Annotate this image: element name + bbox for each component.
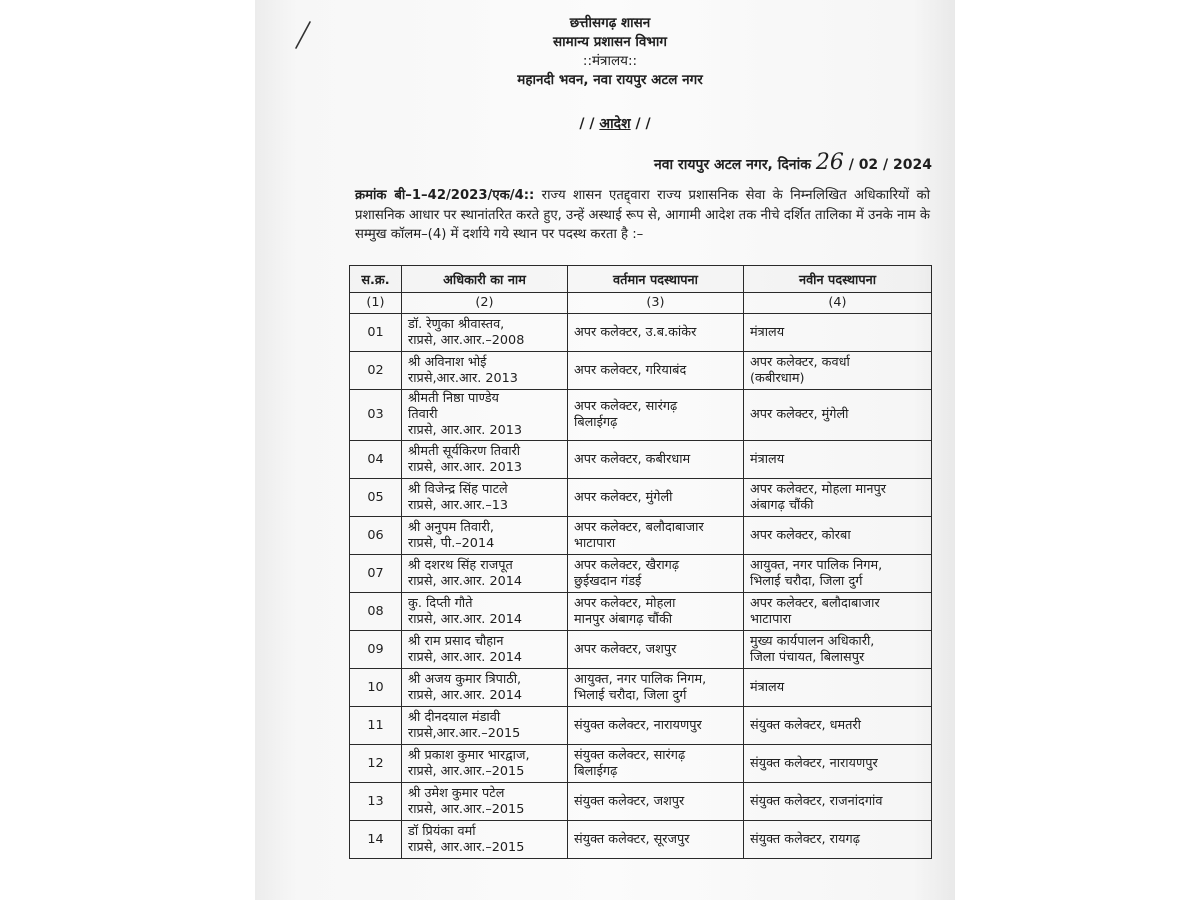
current-posting-cell-line: भिलाई चरौदा, जिला दुर्ग [574,687,687,703]
current-posting-cell [568,745,744,783]
col-number: (1) [350,293,402,314]
officer-name-cell-line: डॉ प्रियंका वर्मा [408,823,476,839]
date-line [654,150,932,175]
officer-name-cell [402,555,568,593]
current-posting-cell-line: संयुक्त कलेक्टर, जशपुर [574,793,685,809]
row-serial: 12 [350,745,402,783]
header-address: महानदी भवन, नवा रायपुर अटल नगर [517,72,703,88]
new-posting-cell [744,441,932,479]
row-serial: 10 [350,669,402,707]
new-posting-cell-line: संयुक्त कलेक्टर, राजनांदगांव [750,793,883,809]
order-text: राज्य शासन एतद्द्वारा राज्य प्रशासनिक सेवा के निम्नलिखित अधिकारियों को प्रशासनिक आधार पर स्थानांतरित करते हुए, उन्हें अस्थाई रूप से, आगामी आदेश तक नीचे दर्शित तालिका में उनके नाम के सम्मुख कॉलम–(4) में दर्शाये गये स्थान पर पदस्थ करता है :– [355,188,930,242]
order-body [355,186,930,245]
date-month-year: / 02 / 2024 [848,157,932,173]
new-posting-cell [744,631,932,669]
officer-name-cell [402,669,568,707]
table-row [350,593,932,631]
new-posting-cell [744,314,932,352]
new-posting-cell-line: भिलाई चरौदा, जिला दुर्ग [750,573,863,589]
new-posting-cell-line: आयुक्त, नगर पालिक निगम, [750,557,883,573]
officer-name-cell [402,707,568,745]
current-posting-cell-line: संयुक्त कलेक्टर, नारायणपुर [574,717,702,733]
officer-name-cell-line: कु. दिप्ती गौते [408,595,473,611]
row-serial: 09 [350,631,402,669]
officer-name-cell-line: राप्रसे, आर.आर. 2014 [408,649,523,665]
officer-name-cell [402,441,568,479]
new-posting-cell [744,390,932,441]
new-posting-cell-line: जिला पंचायत, बिलासपुर [750,649,865,665]
header-officer-name: अधिकारी का नाम [402,266,568,293]
current-posting-cell-line: अपर कलेक्टर, उ.ब.कांकेर [574,324,697,340]
row-serial: 01 [350,314,402,352]
officer-name-cell-line: राप्रसे, आर.आर.–2015 [408,763,525,779]
officer-name-cell-line: राप्रसे,आर.आर.–2015 [408,725,521,741]
current-posting-cell [568,707,744,745]
row-serial: 14 [350,821,402,859]
new-posting-cell [744,479,932,517]
table-row [350,783,932,821]
row-serial: 06 [350,517,402,555]
col-number: (2) [402,293,568,314]
current-posting-cell [568,314,744,352]
officer-name-cell-line: डॉ. रेणुका श्रीवास्तव, [408,316,505,332]
table-row [350,517,932,555]
new-posting-cell-line: संयुक्त कलेक्टर, नारायणपुर [750,755,878,771]
current-posting-cell-line: अपर कलेक्टर, खैरागढ़ [574,557,680,573]
date-prefix: नवा रायपुर अटल नगर, दिनांक [653,157,811,173]
current-posting-cell [568,352,744,390]
order-title-text: आदेश [599,116,631,132]
current-posting-cell-line: अपर कलेक्टर, मोहला [574,595,676,611]
officer-name-cell [402,390,568,441]
officer-name-cell-line: श्री अनुपम तिवारी, [408,519,494,535]
officer-name-cell-line: श्री प्रकाश कुमार भारद्वाज, [408,747,530,763]
officer-name-cell [402,631,568,669]
header-current-posting: वर्तमान पदस्थापना [568,266,744,293]
officer-name-cell-line: श्री विजेन्द्र सिंह पाटले [408,481,508,497]
officer-name-cell [402,352,568,390]
new-posting-cell [744,517,932,555]
current-posting-cell-line: बिलाईगढ़ [574,415,618,430]
officer-name-cell [402,517,568,555]
current-posting-cell-line: अपर कलेक्टर, बलौदाबाजार [574,519,704,535]
current-posting-cell-line: बिलाईगढ़ [574,763,618,779]
new-posting-cell-line: मुख्य कार्यपालन अधिकारी, [750,633,875,649]
current-posting-cell [568,517,744,555]
date-day-handwritten: 26 [815,150,844,175]
current-posting-cell [568,631,744,669]
officer-name-cell-line: राप्रसे, आर.आर. 2013 [408,459,523,475]
officer-name-cell [402,593,568,631]
new-posting-cell-line: मंत्रालय [750,679,785,695]
order-title-right: / / [635,116,651,132]
transfer-table [349,265,932,859]
officer-name-cell-line: राप्रसे, आर.आर.–13 [408,497,509,513]
officer-name-cell-line: राप्रसे, आर.आर. 2014 [408,611,523,627]
officer-name-cell-line: राप्रसे, आर.आर. 2013 [408,423,523,438]
order-title [540,114,690,133]
header-government: छत्तीसगढ़ शासन [569,15,651,31]
current-posting-cell [568,479,744,517]
table-row [350,745,932,783]
officer-name-cell-line: श्रीमती निष्ठा पाण्डेय [408,391,499,406]
current-posting-cell [568,783,744,821]
current-posting-cell-line: भाटापारा [574,535,616,551]
new-posting-cell [744,707,932,745]
officer-name-cell-line: राप्रसे, पी.–2014 [408,535,495,551]
officer-name-cell-line: श्री राम प्रसाद चौहान [408,633,504,649]
table-row [350,555,932,593]
new-posting-cell-line: अपर कलेक्टर, कवर्धा [750,354,850,370]
current-posting-cell-line: संयुक्त कलेक्टर, सूरजपुर [574,831,690,847]
new-posting-cell-line: अपर कलेक्टर, बलौदाबाजार [750,595,880,611]
row-serial: 08 [350,593,402,631]
row-serial: 04 [350,441,402,479]
new-posting-cell-line: अपर कलेक्टर, कोरबा [750,527,851,543]
current-posting-cell-line: मानपुर अंबागढ़ चौंकी [574,611,673,627]
table-row [350,479,932,517]
current-posting-cell-line: आयुक्त, नगर पालिक निगम, [574,671,707,687]
new-posting-cell [744,669,932,707]
officer-name-cell-line: राप्रसे, आर.आर. 2014 [408,687,523,703]
current-posting-cell-line: संयुक्त कलेक्टर, सारंगढ़ [574,747,686,763]
table-row [350,821,932,859]
column-number-row [350,293,932,314]
officer-name-cell-line: श्रीमती सूर्यकिरण तिवारी [408,443,521,459]
new-posting-cell-line: संयुक्त कलेक्टर, रायगढ़ [750,831,860,847]
table-row [350,707,932,745]
officer-name-cell-line: राप्रसे,आर.आर. 2013 [408,370,518,386]
current-posting-cell-line: अपर कलेक्टर, गरियाबंद [574,362,687,378]
row-serial: 02 [350,352,402,390]
new-posting-cell [744,745,932,783]
officer-name-cell [402,821,568,859]
officer-name-cell-line: श्री दशरथ सिंह राजपूत [408,557,513,573]
current-posting-cell [568,441,744,479]
officer-name-cell-line: राप्रसे, आर.आर.–2008 [408,332,525,348]
officer-name-cell [402,783,568,821]
header-new-posting: नवीन पदस्थापना [744,266,932,293]
new-posting-cell [744,593,932,631]
new-posting-cell-line: संयुक्त कलेक्टर, धमतरी [750,717,861,733]
current-posting-cell [568,555,744,593]
new-posting-cell-line: मंत्रालय [750,451,785,467]
current-posting-cell-line: अपर कलेक्टर, जशपुर [574,641,677,657]
officer-name-cell [402,314,568,352]
new-posting-cell [744,555,932,593]
officer-name-cell [402,745,568,783]
current-posting-cell-line: अपर कलेक्टर, मुंगेली [574,489,673,505]
current-posting-cell [568,669,744,707]
officer-name-cell-line: राप्रसे, आर.आर.–2015 [408,839,525,855]
table-row [350,352,932,390]
table-header-row [350,266,932,293]
new-posting-cell [744,783,932,821]
row-serial: 13 [350,783,402,821]
new-posting-cell-line: अपर कलेक्टर, मोहला मानपुर [750,481,887,497]
officer-name-cell-line: श्री अजय कुमार त्रिपाठी, [408,671,522,687]
col-number: (3) [568,293,744,314]
officer-name-cell-line: राप्रसे, आर.आर.–2015 [408,801,525,817]
table-row [350,314,932,352]
header-ministry: ::मंत्रालय:: [582,53,638,69]
order-reference: क्रमांक बी–1–42/2023/एक/4:: [355,188,535,203]
new-posting-cell-line: मंत्रालय [750,324,785,340]
current-posting-cell [568,821,744,859]
pen-stroke-mark [292,20,314,50]
table-row [350,441,932,479]
current-posting-cell-line: अपर कलेक्टर, सारंगढ़ [574,399,678,414]
officer-name-cell-line: श्री उमेश कुमार पटेल [408,785,505,801]
row-serial: 11 [350,707,402,745]
officer-name-cell-line: श्री अविनाश भोई [408,354,487,370]
officer-name-cell-line: राप्रसे, आर.आर. 2014 [408,573,523,589]
current-posting-cell-line: अपर कलेक्टर, कबीरधाम [574,451,691,467]
officer-name-cell [402,479,568,517]
order-title-left: / / [579,116,595,132]
new-posting-cell-line: भाटापारा [750,611,792,627]
current-posting-cell [568,593,744,631]
new-posting-cell-line: अपर कलेक्टर, मुंगेली [750,407,849,422]
letterhead [430,14,790,90]
table-body [350,314,932,859]
current-posting-cell-line: छुईखदान गंडई [574,573,642,589]
table-row [350,631,932,669]
header-department: सामान्य प्रशासन विभाग [553,34,667,50]
col-number: (4) [744,293,932,314]
new-posting-cell [744,821,932,859]
officer-name-cell-line: श्री दीनदयाल मंडावी [408,709,501,725]
new-posting-cell-line: (कबीरधाम) [750,370,805,386]
new-posting-cell [744,352,932,390]
row-serial: 03 [350,390,402,441]
officer-name-cell-line: तिवारी [408,407,438,422]
row-serial: 07 [350,555,402,593]
table-row [350,390,932,441]
row-serial: 05 [350,479,402,517]
header-serial: स.क्र. [350,266,402,293]
current-posting-cell [568,390,744,441]
new-posting-cell-line: अंबागढ़ चौंकी [750,497,814,513]
table-row [350,669,932,707]
